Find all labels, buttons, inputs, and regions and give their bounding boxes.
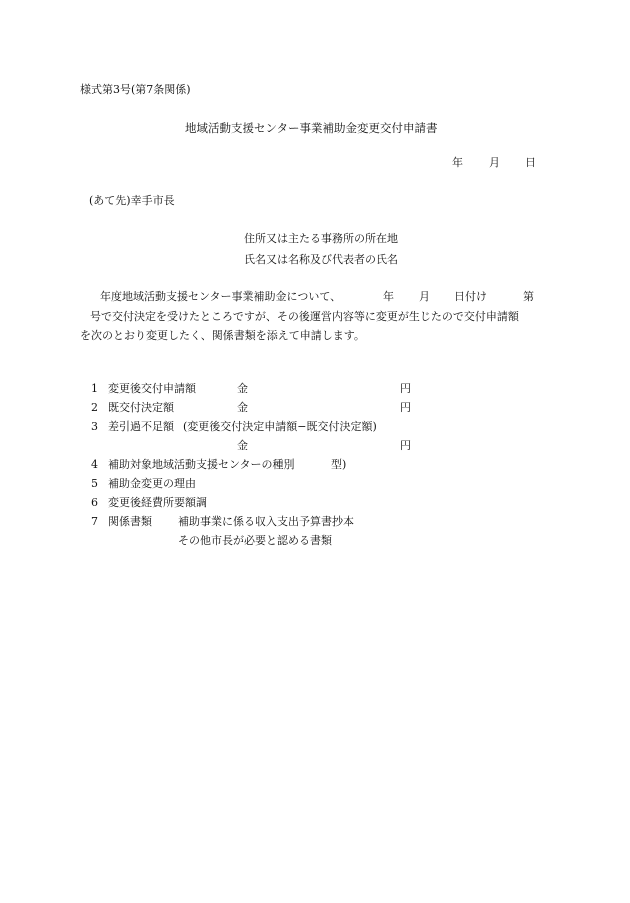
item-number: 5 [91,477,98,490]
item-label: 関係書類 [108,515,152,528]
date-month: 月 [489,156,500,169]
yen-prefix: 金 [237,382,248,395]
attachment-doc: その他市長が必要と認める書類 [178,534,332,547]
yen-unit: 円 [400,382,411,395]
body-line2: 号で交付決定を受けたところですが、その後運営内容等に変更が生じたので交付申請額 [90,310,519,323]
yen-prefix: 金 [237,439,248,452]
yen-unit: 円 [400,401,411,414]
item-label: 変更後交付申請額 [108,382,196,395]
addressee: (あて先)幸手市長 [89,194,175,207]
item-label: 補助金変更の理由 [108,477,196,490]
form-number: 様式第3号(第7条関係) [80,83,191,96]
body-dated: 日付け [454,290,487,303]
attachment-doc: 補助事業に係る収入支出予算書抄本 [178,515,354,528]
yen-prefix: 金 [237,401,248,414]
body-year: 年 [383,290,394,303]
body-month: 月 [419,290,430,303]
body-line3: を次のとおり変更したく、関係書類を添えて申請します。 [80,329,365,342]
date-day: 日 [525,156,536,169]
item-number: 7 [91,515,98,528]
item-label: 既交付決定額 [108,401,174,414]
item-label: 変更後経費所要額調 [108,496,207,509]
address-label: 住所又は主たる事務所の所在地 [244,232,398,245]
item-number: 2 [91,401,98,414]
yen-unit: 円 [400,439,411,452]
body-dai: 第 [523,290,534,303]
item-number: 4 [91,458,98,471]
document-title: 地域活動支援センター事業補助金変更交付申請書 [185,121,438,135]
date-year: 年 [452,156,463,169]
body-intro: 年度地域活動支援センター事業補助金について、 [100,290,342,303]
item-label: 差引過不足額 [108,420,174,433]
item-note: (変更後交付決定申請額−既交付決定額) [183,420,377,433]
item-label: 補助対象地域活動支援センターの種別 [108,458,295,471]
item-suffix: 型) [331,458,347,471]
item-number: 6 [91,496,98,509]
item-number: 1 [91,382,98,395]
item-number: 3 [91,420,98,433]
name-label: 氏名又は名称及び代表者の氏名 [244,253,398,266]
